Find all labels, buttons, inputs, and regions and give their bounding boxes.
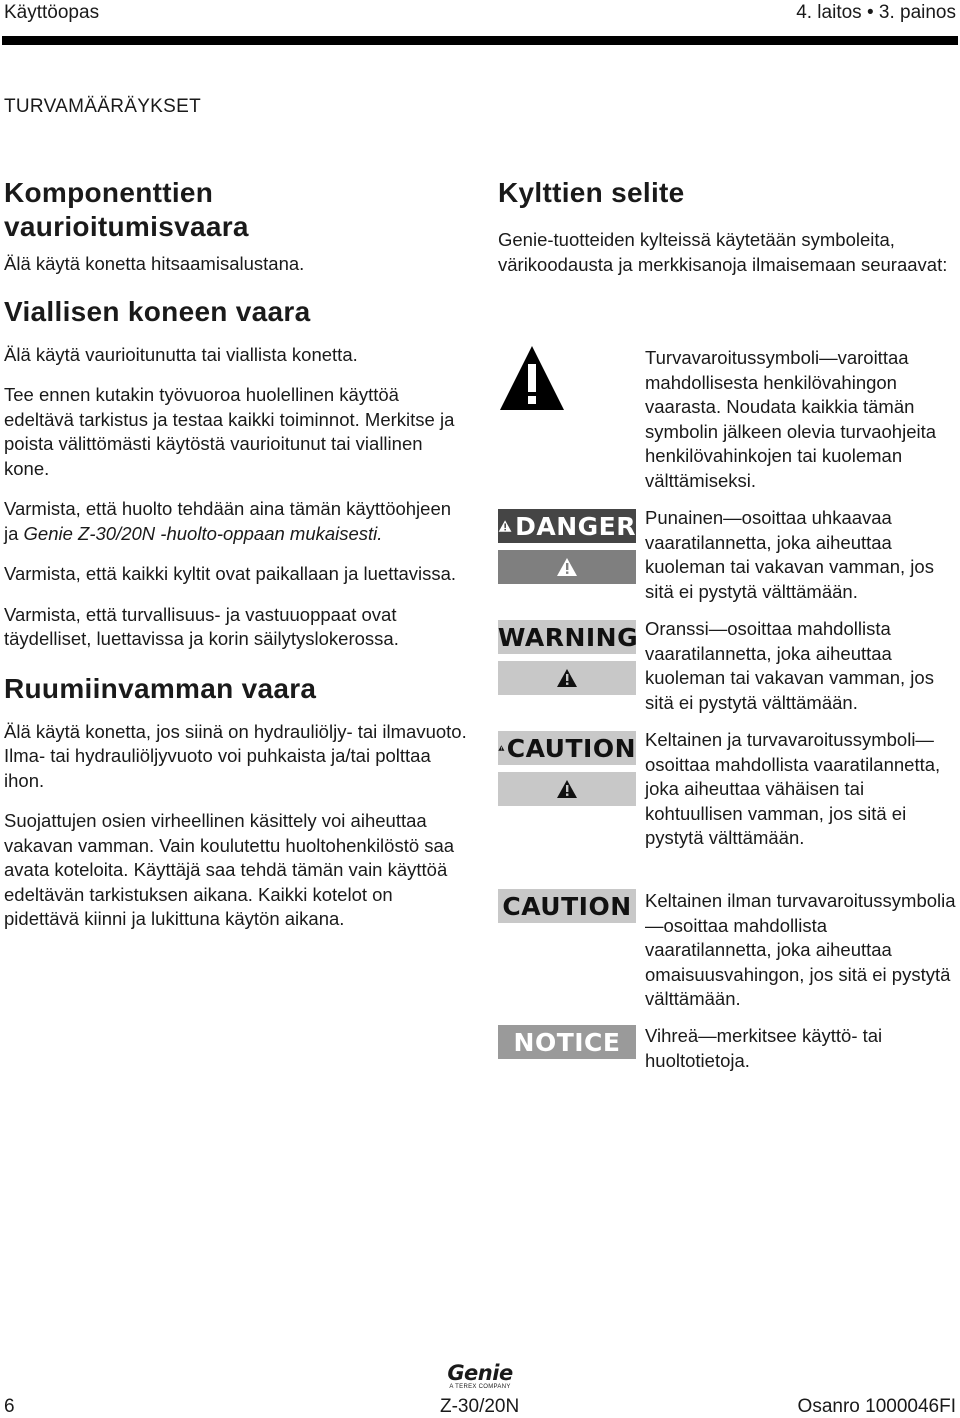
danger-label: DANGER [515, 511, 636, 541]
caution-banner [498, 731, 636, 765]
safety-alert-icon [498, 344, 568, 417]
para-intro: Genie-tuotteiden kylteissä käytetään symboleita, värikoodausta ja merkkisanoja ilmaisemaan seuraavat: [498, 229, 948, 275]
sign-text-alert: Turvavaroitussymboli—varoittaa mahdollisesta henkilövahingon vaarasta. Noudata kaikkia tämän symbolin jälkeen olevia turvaohjeita henkilövahinkojen tai kuoleman välttämiseksi. [645, 347, 937, 491]
para-manuals: Varmista, että turvallisuus- ja vastuuoppaat ovat täydelliset, luettavissa ja korin säilytyslokerossa. [4, 603, 399, 649]
heading-faulty-machine: Viallisen koneen vaara [4, 295, 311, 327]
danger-sub-alert-icon [556, 557, 578, 577]
caution-plain-label: CAUTION [502, 891, 632, 921]
warning-sub-alert-icon [556, 668, 578, 688]
para-inspection: Tee ennen kutakin työvuoroa huolellinen käyttöä edeltävä tarkistus ja testaa kaikki toiminnot. Merkitse ja poista välittömästi käytöstä vaurioitunut tai viallinen kone. [4, 384, 455, 479]
header-right: 4. laitos • 3. painos [796, 2, 956, 23]
caution-alert-icon [498, 738, 505, 758]
para-welding: Älä käytä konetta hitsaamisalustana. [4, 253, 305, 274]
sign-text-caution-plain: Keltainen ilman turvavaroitussymbolia—osoittaa mahdollista vaaratilannetta, joka aiheuttaa omaisuusvahingon, jos sitä ei pystytä välttämään. [645, 890, 956, 1009]
warning-sign [497, 620, 639, 695]
para-faulty: Älä käytä vaurioitunutta tai viallista konetta. [4, 343, 358, 365]
heading-injury: Ruumiinvamman vaara [4, 672, 317, 704]
sign-text-caution-symbol: Keltainen ja turvavaroitussymboli—osoittaa mahdollista vaaratilannetta, joka aiheuttaa vähäisen tai kohtuullisen vamman, jos sitä ei pystytä välttämään. [645, 729, 941, 848]
para-service-text: Varmista, että huolto tehdään aina tämän käyttöohjeen ja [4, 498, 452, 544]
caution-sub-panel [498, 772, 636, 806]
footer-part-number: Osanro 1000046FI [797, 1396, 956, 1417]
sign-text-notice: Vihreä—merkitsee käyttö- tai huoltotietoja. [645, 1025, 883, 1071]
left-column [4, 176, 470, 932]
heading-legend: Kylttien selite [498, 177, 685, 208]
section-title: TURVAMÄÄRÄYKSET [4, 96, 202, 117]
caution-sign-plain [498, 889, 636, 923]
caution-sub-alert-icon [556, 779, 578, 799]
sign-text-danger: Punainen—osoittaa uhkaavaa vaaratilannetta, joka aiheuttaa kuoleman tai vakavan vamman, jos sitä ei pystytä välttämään. [645, 507, 934, 602]
para-leak: Älä käytä konetta, jos siinä on hydrauliöljy- tai ilmavuoto. Ilma- tai hydrauliöljyvuoto voi puhkaista ja/tai polttaa ihon. [4, 720, 467, 791]
caution-label: CAUTION [506, 733, 636, 763]
caution-sign-symbol [498, 731, 636, 806]
para-decals: Varmista, että kaikki kyltit ovat paikallaan ja luettavissa. [4, 563, 457, 584]
footer-model: Z-30/20N [440, 1396, 520, 1417]
notice-label: NOTICE [513, 1027, 621, 1057]
logo-brand: Genie [447, 1361, 513, 1385]
warning-label: WARNING [497, 622, 639, 652]
caution-plain-banner [498, 889, 636, 923]
para-covers: Suojattujen osien virheellinen käsittely voi aiheuttaa vakavan vamman. Vain koulutettu huoltohenkilöstö saa avata koteloita. Käyttäjä saa tehdä tämän vain käyttöä edeltävän tarkistuksen aikana. Kaikki kotelot on pidettävä kiinni ja lukittuna käytön aikana. [4, 810, 455, 929]
heading-components: Komponenttien vaurioitumisvaara [4, 177, 249, 242]
warning-banner [497, 620, 639, 654]
footer-page-number: 6 [4, 1396, 15, 1417]
header-left: Käyttöopas [4, 2, 100, 23]
notice-sign [498, 1025, 636, 1059]
notice-banner [498, 1025, 636, 1059]
genie-logo [440, 1362, 520, 1391]
para-service [4, 497, 470, 546]
service-manual-ref: Genie Z-30/20N -huolto-oppaan mukaisesti. [23, 522, 383, 544]
danger-alert-icon [498, 516, 512, 536]
logo-tagline: A TEREX COMPANY [449, 1384, 511, 1390]
right-column [498, 176, 956, 277]
danger-banner [498, 509, 636, 543]
danger-sub-panel [498, 550, 636, 584]
header-rule [2, 36, 958, 45]
sign-text-warning: Oranssi—osoittaa mahdollista vaaratilannetta, joka aiheuttaa kuoleman tai vakavan vamman, jos sitä ei pystytä välttämään. [645, 618, 934, 713]
warning-sub-panel [498, 661, 636, 695]
danger-sign [498, 509, 636, 584]
